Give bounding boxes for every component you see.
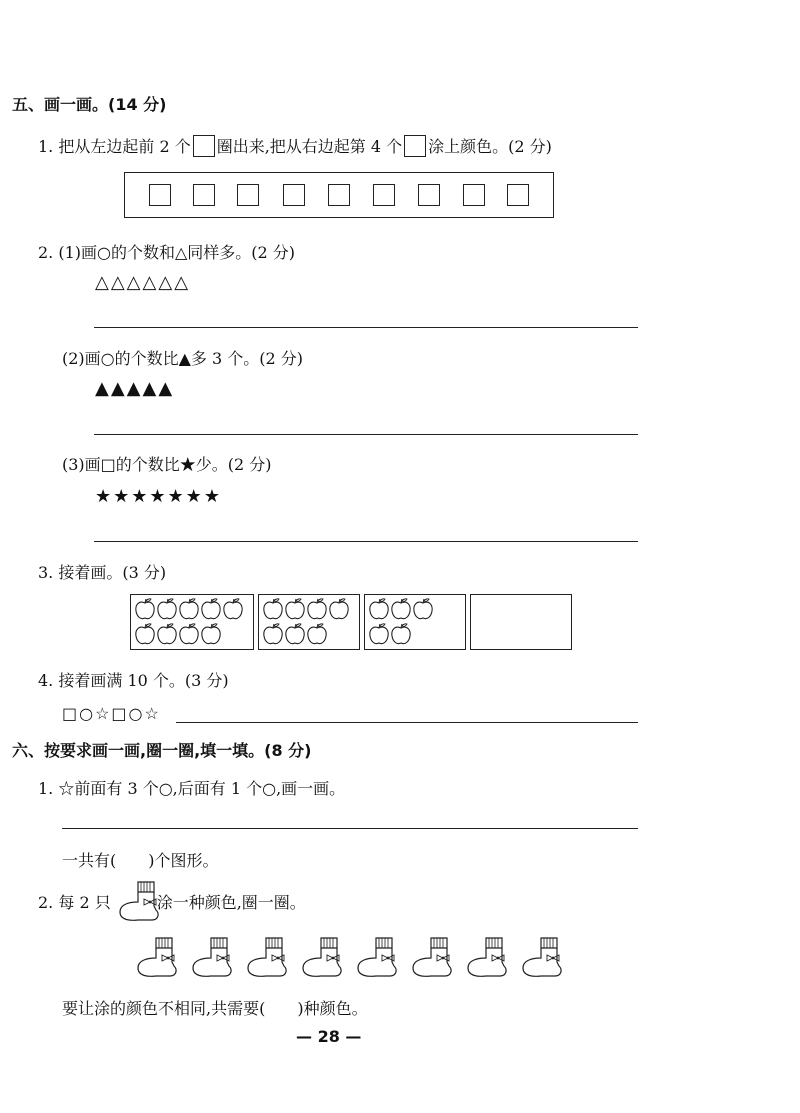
square-box[interactable] — [237, 184, 259, 206]
square-icon — [404, 135, 426, 157]
star-row: ★★★★★★★ — [95, 486, 222, 507]
page-number: — 28 — — [296, 1027, 362, 1046]
answer-line[interactable] — [94, 327, 638, 328]
square-box[interactable] — [418, 184, 440, 206]
apple-group — [259, 595, 359, 649]
sock-icon — [116, 880, 162, 922]
q1-part1: 把从左边起前 2 个 — [58, 137, 191, 156]
sock-icon — [248, 938, 286, 976]
sock-icon — [138, 938, 176, 976]
sock-icon — [358, 938, 396, 976]
q2-3-label: (3)画□的个数比★少。(2 分) — [62, 455, 272, 474]
apple-icon — [392, 624, 410, 644]
section5-title: 五、画一画。(14 分) — [12, 95, 167, 114]
apple-box-1 — [130, 594, 254, 650]
apple-group — [131, 595, 253, 649]
apple-icon — [370, 624, 388, 644]
answer-line[interactable] — [176, 722, 638, 723]
apple-icon — [264, 624, 282, 644]
q1-square-row — [124, 172, 554, 218]
s6-q2-answer: 要让涂的颜色不相同,共需要( )种颜色。 — [62, 999, 368, 1018]
triangle-filled-row: ▲▲▲▲▲ — [95, 378, 175, 399]
apple-icon — [202, 624, 220, 644]
apple-icon — [370, 599, 388, 619]
s6-q2-part1: 每 2 只 — [58, 893, 111, 912]
s6-q2-number: 2. — [38, 893, 54, 912]
sock-icon — [523, 938, 561, 976]
q4-label: 4. 接着画满 10 个。(3 分) — [38, 671, 229, 690]
square-icon — [193, 135, 215, 157]
s6-q1-number: 1. — [38, 779, 54, 798]
square-box[interactable] — [507, 184, 529, 206]
apple-box-3 — [364, 594, 466, 650]
s6-q1-answer: 一共有( )个图形。 — [62, 851, 219, 870]
sock-icon — [193, 938, 231, 976]
apple-icon — [308, 599, 326, 619]
apple-icon — [158, 624, 176, 644]
apple-icon — [414, 599, 432, 619]
answer-line[interactable] — [94, 541, 638, 542]
apple-icon — [286, 624, 304, 644]
pattern-shapes: □○☆□○☆ — [62, 704, 161, 723]
square-box[interactable] — [373, 184, 395, 206]
sock-icon — [468, 938, 506, 976]
answer-line[interactable] — [62, 828, 638, 829]
sock-icon — [413, 938, 451, 976]
apple-icon — [286, 599, 304, 619]
square-box[interactable] — [149, 184, 171, 206]
s6-q2-text — [38, 890, 306, 913]
apple-box-empty[interactable] — [470, 594, 572, 650]
q1-text — [38, 134, 552, 157]
section6-title: 六、按要求画一画,圈一圈,填一填。(8 分) — [12, 741, 312, 760]
square-box[interactable] — [328, 184, 350, 206]
triangle-outline-row: △△△△△△ — [95, 272, 191, 293]
apple-icon — [308, 624, 326, 644]
sock-icon — [120, 882, 158, 920]
answer-line[interactable] — [94, 434, 638, 435]
s6-q1-content: ☆前面有 3 个○,后面有 1 个○,画一画。 — [58, 779, 346, 798]
square-box[interactable] — [193, 184, 215, 206]
sock-row — [134, 934, 574, 980]
apple-icon — [330, 599, 348, 619]
q2-1-label: 2. (1)画○的个数和△同样多。(2 分) — [38, 243, 296, 262]
apple-icon — [202, 599, 220, 619]
q1-part3: 涂上颜色。(2 分) — [428, 137, 552, 156]
apple-icon — [264, 599, 282, 619]
apple-box-2 — [258, 594, 360, 650]
q2-2-label: (2)画○的个数比▲多 3 个。(2 分) — [62, 349, 304, 368]
q1-part2: 圈出来,把从右边起第 4 个 — [216, 137, 403, 156]
apple-icon — [136, 599, 154, 619]
sock-icon — [303, 938, 341, 976]
s6-q2-part2: 涂一种颜色,圈一圈。 — [156, 893, 306, 912]
apple-icon — [136, 624, 154, 644]
square-box[interactable] — [283, 184, 305, 206]
apple-icon — [180, 624, 198, 644]
s6-q1-text — [38, 776, 345, 799]
apple-icon — [180, 599, 198, 619]
apple-icon — [392, 599, 410, 619]
q1-number: 1. — [38, 137, 54, 156]
square-box[interactable] — [463, 184, 485, 206]
apple-icon — [158, 599, 176, 619]
apple-group — [365, 595, 465, 649]
q3-label: 3. 接着画。(3 分) — [38, 563, 167, 582]
apple-icon — [224, 599, 242, 619]
